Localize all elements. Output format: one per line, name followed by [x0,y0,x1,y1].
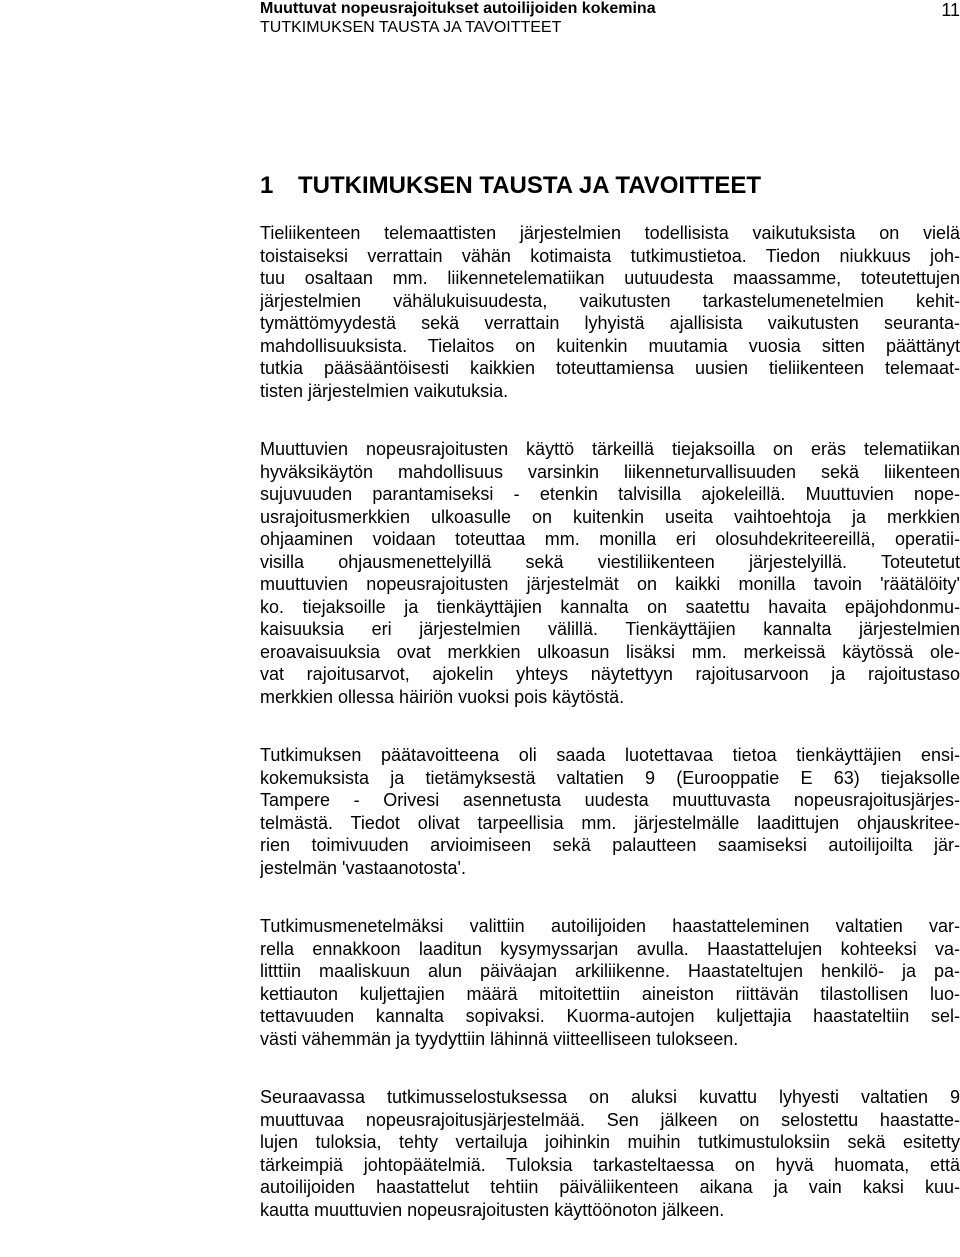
text-line: litttiin maaliskuun alun päiväajan arkiliikenne. Haastateltujen henkilö- ja pa- [260,961,960,981]
text-line: lujen tuloksia, tehty vertailuja joihinkin muihin tutkimustuloksiin sekä esitetty [260,1132,960,1152]
text-line: visilla ohjausmenettelyillä sekä viestiliikenteen järjestelyillä. Toteutetut [260,551,960,572]
header-title: Muuttuvat nopeusrajoitukset autoilijoiden kokemina [260,0,656,17]
text-line: ko. tiejaksoille ja tienkäyttäjien kannalta on saatettu havaita epäjohdonmu- [260,596,960,617]
text-line: vat rajoitusarvot, ajokelin yhteys näytettyyn rajoitusarvoon ja rajoitustaso [260,664,960,684]
text-line: Muuttuvien nopeusrajoitusten käyttö tärkeillä tiejaksoilla on eräs telematiikan [260,439,960,459]
text-line: tettavuuden kannalta sopivaksi. Kuorma-autojen kuljettajia haastateltiin sel- [260,1006,960,1026]
text-line: telmästä. Tiedot olivat tarpeellisia mm. järjestelmälle laadittujen ohjauskritee- [260,812,960,833]
text-line: kettiauton kuljettajien määrä mitoitettiin aineiston riittävän tilastollisen luo- [260,983,960,1004]
text-line: järjestelmien vähälukuisuudesta, vaikutusten tarkastelumenetelmien kehit- [260,290,960,311]
text-line: tisten järjestelmien vaikutuksia. [260,380,509,401]
text-line: Tutkimusmenetelmäksi valittiin autoilijoiden haastatteleminen valtatien var- [260,916,960,936]
text-line: rella ennakkoon laaditun kysymyssarjan avulla. Haastattelujen kohteeksi va- [260,938,960,959]
text-line: tuu osaltaan mm. liikennetelematiikan uutuudesta maassamme, toteutettujen [260,268,960,288]
header-subtitle: TUTKIMUKSEN TAUSTA JA TAVOITTEET [260,19,562,36]
text-line: eroavaisuuksia ovat merkkien ulkoasun lisäksi mm. merkeissä käytössä ole- [260,641,960,662]
text-line: muuttuvien nopeusrajoitusten järjestelmät on kaikki monilla tavoin 'räätälöity' [260,574,960,594]
text-line: jestelmän 'vastaanotosta'. [260,857,466,878]
paragraph [260,1086,960,1221]
text-line: tymättömyydestä sekä verrattain lyhyistä ajallisista vaikutusten seuranta- [260,313,960,333]
text-line: hyväksikäytön mahdollisuus varsinkin liikenneturvallisuuden sekä liikenteen [260,461,960,482]
text-line: kaisuuksia eri järjestelmien välillä. Tienkäyttäjien kannalta järjestelmien [260,619,960,639]
paragraph [260,438,960,708]
page-content [260,172,960,1257]
section-number: 1 [260,172,274,199]
body-text [260,222,960,1221]
text-line: mahdollisuuksista. Tielaitos on kuitenkin muutamia vuosia sitten päättänyt [260,335,960,356]
text-line: Tampere - Orivesi asennetusta uudesta muuttuvasta nopeusrajoitusjärjes- [260,790,960,810]
text-line: ohjaaminen voidaan toteuttaa mm. monilla eri olosuhdekriteereillä, operatii- [260,529,960,549]
paragraph [260,744,960,879]
page-number: 11 [941,0,960,20]
text-line: toistaiseksi verrattain vähän kotimaista tutkimustietoa. Tiedon niukkuus joh- [260,245,960,266]
text-line: muuttuvaa nopeusrajoitusjärjestelmää. Sen jälkeen on selostettu haastatte- [260,1109,960,1130]
running-header [260,0,960,37]
text-line: usrajoitusmerkkien ulkoasulle on kuitenkin useita vaihtoehtoja ja merkkien [260,506,960,527]
text-line: kokemuksista ja tietämyksestä valtatien 9 (Eurooppatie E 63) tiejaksolle [260,767,960,788]
text-line: rien toimivuuden arvioimiseen sekä palautteen saamiseksi autoilijoilta jär- [260,835,960,855]
paragraph [260,915,960,1050]
text-line: kautta muuttuvien nopeusrajoitusten käyttöönoton jälkeen. [260,1199,725,1220]
text-line: Tieliikenteen telemaattisten järjestelmien todellisista vaikutuksista on vielä [260,223,960,243]
text-line: tutkia pääsääntöisesti kaikkien toteuttamiensa uusien tieliikenteen telemaat- [260,358,960,378]
text-line: Tutkimuksen päätavoitteena oli saada luotettavaa tietoa tienkäyttäjien ensi- [260,745,960,765]
text-line: Seuraavassa tutkimusselostuksessa on aluksi kuvattu lyhyesti valtatien 9 [260,1087,960,1107]
paragraph [260,222,960,402]
section-heading [260,172,960,200]
text-line: autoilijoiden haastattelut tehtiin päiväliikenteen aikana ja vain kaksi kuu- [260,1177,960,1197]
section-title: TUTKIMUKSEN TAUSTA JA TAVOITTEET [298,172,762,199]
text-line: merkkien ollessa häiriön vuoksi pois käytöstä. [260,686,625,707]
text-line: tärkeimpiä johtopäätelmiä. Tuloksia tarkasteltaessa on hyvä huomata, että [260,1154,960,1175]
text-line: sujuvuuden parantamiseksi - etenkin talvisilla ajokeleillä. Muuttuvien nope- [260,484,960,504]
text-line: västi vähemmän ja tyydyttiin lähinnä viitteelliseen tulokseen. [260,1028,739,1049]
